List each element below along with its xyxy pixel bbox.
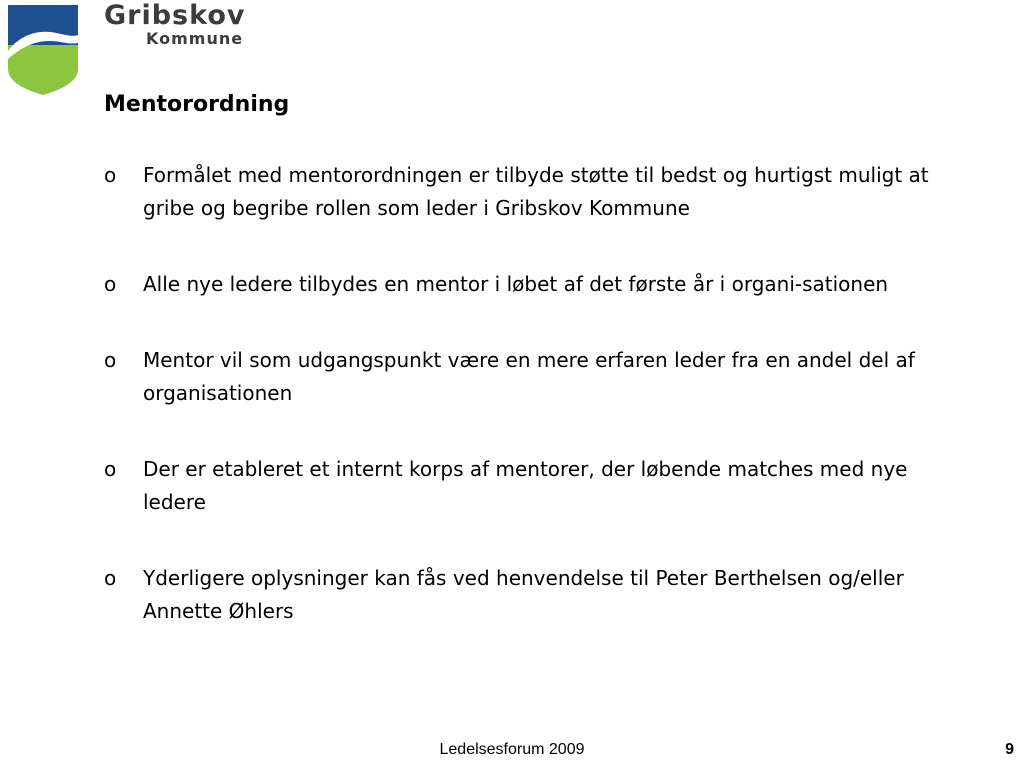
bullet-item [104, 268, 964, 301]
bullet-text: Yderligere oplysninger kan fås ved henvendelse til Peter Berthelsen og/eller Annette Øhlers [143, 566, 904, 623]
bullet-text: Formålet med mentorordningen er tilbyde støtte til bedst og hurtigst muligt at gribe og begribe rollen som leder i Gribskov Kommune [143, 163, 929, 220]
bullet-text: Der er etableret et internt korps af mentorer, der løbende matches med nye ledere [143, 457, 908, 514]
bullet-text: Mentor vil som udgangspunkt være en mere erfaren leder fra en andel del af organisationen [143, 348, 915, 405]
bullet-marker: o [104, 348, 117, 372]
bullet-item [104, 453, 964, 519]
gribskov-logo [0, 0, 270, 96]
slide-title: Mentorordning [104, 92, 290, 117]
bullet-list [104, 159, 964, 671]
bullet-item [104, 344, 964, 410]
bullet-marker: o [104, 566, 117, 590]
bullet-text: Alle nye ledere tilbydes en mentor i løbet af det første år i organi-sationen [143, 272, 889, 296]
bullet-marker: o [104, 163, 117, 187]
gribskov-shield-icon [8, 5, 78, 95]
bullet-marker: o [104, 457, 117, 481]
logo-name: Gribskov [104, 0, 246, 31]
bullet-item [104, 159, 964, 225]
footer-text: Ledelsesforum 2009 [439, 741, 585, 758]
bullet-marker: o [104, 272, 117, 296]
page-number: 9 [1005, 741, 1014, 758]
logo-subtitle: Kommune [146, 29, 244, 48]
bullet-item [104, 562, 964, 628]
